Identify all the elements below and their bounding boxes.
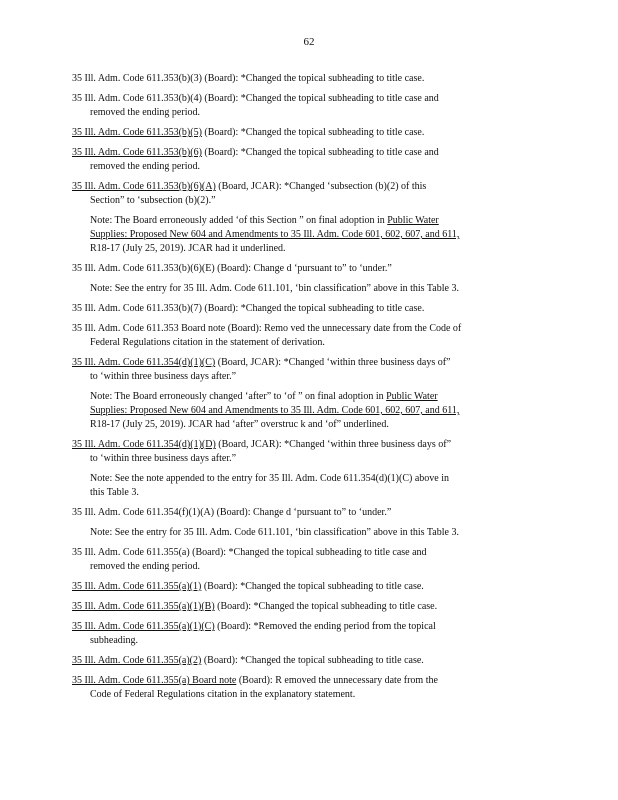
table-note bbox=[90, 214, 548, 256]
line-text: (Board): *Changed the topical subheading to title case. bbox=[214, 601, 438, 612]
entry-line bbox=[90, 282, 548, 296]
table-entry bbox=[72, 438, 548, 466]
line-text: (Board, JCAR): *Changed ‘within three business days of” bbox=[215, 357, 451, 368]
table-entry bbox=[72, 72, 548, 86]
entry-line bbox=[72, 438, 548, 452]
line-text: this Table 3. bbox=[90, 487, 139, 498]
entry-line bbox=[72, 634, 548, 648]
entry-line bbox=[72, 106, 548, 120]
line-text: 35 Ill. Adm. Code 611.353(b)(7) (Board): *Changed the topical subheading to title case. bbox=[72, 303, 425, 314]
line-text: R18-17 (July 25, 2019). JCAR had it underlined. bbox=[90, 243, 286, 254]
entry-line bbox=[72, 560, 548, 574]
entry-line bbox=[72, 194, 548, 208]
line-text: Federal Regulations citation in the statement of derivation. bbox=[90, 337, 325, 348]
table-entry bbox=[72, 654, 548, 668]
table-note bbox=[90, 390, 548, 432]
line-text: (Board): *Changed the topical subheading to title case and bbox=[201, 147, 439, 158]
entry-line bbox=[72, 688, 548, 702]
line-text: Note: The Board erroneously changed ‘after” to ‘of ” on final adoption in bbox=[90, 391, 387, 402]
entry-line bbox=[72, 180, 548, 194]
entry-line bbox=[72, 302, 548, 316]
citation: 35 Ill. Adm. Code 611.355(a)(1)(C) bbox=[72, 621, 215, 632]
entry-line bbox=[72, 546, 548, 560]
entry-line bbox=[72, 126, 548, 140]
table-note bbox=[90, 472, 548, 500]
citation: 35 Ill. Adm. Code 611.355(a)(2) bbox=[72, 655, 202, 666]
line-text: (Board): *Changed the topical subheading to title case. bbox=[201, 655, 424, 666]
line-text: 35 Ill. Adm. Code 611.354(f)(1)(A) (Board): Change d ‘pursuant to” to ‘under.” bbox=[72, 507, 392, 518]
entry-line bbox=[72, 674, 548, 688]
publication-title: Public Water bbox=[386, 391, 438, 402]
table-entry bbox=[72, 180, 548, 208]
entry-line bbox=[72, 92, 548, 106]
table-entry bbox=[72, 92, 548, 120]
line-text: removed the ending period. bbox=[90, 161, 200, 172]
line-text: (Board, JCAR): *Changed ‘subsection (b)(2) of this bbox=[215, 181, 427, 192]
entry-line bbox=[72, 506, 548, 520]
table-entry bbox=[72, 302, 548, 316]
line-text: Section” to ‘subsection (b)(2).” bbox=[90, 195, 216, 206]
line-text: 35 Ill. Adm. Code 611.353 Board note (Board): Remo ved the unnecessary date from the Code of bbox=[72, 323, 462, 334]
entry-line bbox=[90, 418, 548, 432]
entry-line bbox=[72, 72, 548, 86]
entry-line bbox=[72, 580, 548, 594]
line-text: Note: See the note appended to the entry for 35 Ill. Adm. Code 611.354(d)(1)(C) above in bbox=[90, 473, 449, 484]
publication-title-cont: Supplies: Proposed New 604 and Amendments to 35 Ill. Adm. Code 601, 602, 607, and 611, bbox=[90, 405, 460, 416]
entry-line bbox=[90, 390, 548, 404]
entry-line bbox=[72, 356, 548, 370]
page-number: 62 bbox=[303, 36, 315, 48]
line-text: (Board): *Changed the topical subheading to title case. bbox=[201, 581, 424, 592]
line-text: 35 Ill. Adm. Code 611.353(b)(4) (Board): *Changed the topical subheading to title case and bbox=[72, 93, 439, 104]
entry-line bbox=[72, 600, 548, 614]
table-note bbox=[90, 282, 548, 296]
entry-line bbox=[72, 160, 548, 174]
table-entry bbox=[72, 126, 548, 140]
line-text: removed the ending period. bbox=[90, 561, 200, 572]
line-text: Note: See the entry for 35 Ill. Adm. Code 611.101, ‘bin classification” above in this Table 3. bbox=[90, 283, 459, 294]
citation: 35 Ill. Adm. Code 611.355(a)(1)(B) bbox=[72, 601, 215, 612]
entry-line bbox=[90, 486, 548, 500]
table-entry bbox=[72, 580, 548, 594]
line-text: (Board): *Removed the ending period from the topical bbox=[214, 621, 436, 632]
line-text: 35 Ill. Adm. Code 611.353(b)(6)(E) (Board): Change d ‘pursuant to” to ‘under.” bbox=[72, 263, 392, 274]
entry-line bbox=[72, 322, 548, 336]
line-text: 35 Ill. Adm. Code 611.355(a) (Board): *Changed the topical subheading to title case and bbox=[72, 547, 427, 558]
entry-line bbox=[90, 472, 548, 486]
line-text: to ‘within three business days after.” bbox=[90, 453, 237, 464]
line-text: R18-17 (July 25, 2019). JCAR had ‘after” overstruc k and ‘of” underlined. bbox=[90, 419, 389, 430]
entry-line bbox=[72, 452, 548, 466]
table-entry bbox=[72, 322, 548, 350]
entry-line bbox=[72, 336, 548, 350]
publication-title-cont: Supplies: Proposed New 604 and Amendments to 35 Ill. Adm. Code 601, 602, 607, and 611, bbox=[90, 229, 460, 240]
entry-line bbox=[90, 242, 548, 256]
line-text: (Board): *Changed the topical subheading to title case. bbox=[201, 127, 425, 138]
table-entry bbox=[72, 506, 548, 520]
citation: 35 Ill. Adm. Code 611.354(d)(1)(C) bbox=[72, 357, 216, 368]
line-text: Note: The Board erroneously added ‘of this Section ” on final adoption in bbox=[90, 215, 388, 226]
line-text: Note: See the entry for 35 Ill. Adm. Code 611.101, ‘bin classification” above in this Table 3. bbox=[90, 527, 459, 538]
entry-line bbox=[72, 146, 548, 160]
table-entry bbox=[72, 146, 548, 174]
line-text: removed the ending period. bbox=[90, 107, 200, 118]
line-text: to ‘within three business days after.” bbox=[90, 371, 237, 382]
table-entry bbox=[72, 546, 548, 574]
entry-line bbox=[72, 262, 548, 276]
entry-line bbox=[90, 526, 548, 540]
entry-line bbox=[72, 654, 548, 668]
table-entry bbox=[72, 356, 548, 384]
citation: 35 Ill. Adm. Code 611.354(d)(1)(D) bbox=[72, 439, 216, 450]
citation: 35 Ill. Adm. Code 611.353(b)(6)(A) bbox=[72, 181, 216, 192]
table-note bbox=[90, 526, 548, 540]
table-entry bbox=[72, 620, 548, 648]
entry-line bbox=[90, 214, 548, 228]
citation: 35 Ill. Adm. Code 611.355(a) Board note bbox=[72, 675, 237, 686]
citation: 35 Ill. Adm. Code 611.355(a)(1) bbox=[72, 581, 202, 592]
entry-line bbox=[72, 370, 548, 384]
publication-title: Public Water bbox=[387, 215, 439, 226]
entries-list bbox=[72, 72, 548, 708]
citation: 35 Ill. Adm. Code 611.353(b)(5) bbox=[72, 127, 202, 138]
line-text: (Board, JCAR): *Changed ‘within three business days of” bbox=[215, 439, 452, 450]
table-entry bbox=[72, 262, 548, 276]
line-text: subheading. bbox=[90, 635, 139, 646]
table-entry bbox=[72, 674, 548, 702]
citation: 35 Ill. Adm. Code 611.353(b)(6) bbox=[72, 147, 202, 158]
line-text: Code of Federal Regulations citation in the explanatory statement. bbox=[90, 689, 356, 700]
entry-line bbox=[72, 620, 548, 634]
line-text: (Board): R emoved the unnecessary date from the bbox=[236, 675, 438, 686]
line-text: 35 Ill. Adm. Code 611.353(b)(3) (Board): *Changed the topical subheading to title case. bbox=[72, 73, 425, 84]
table-entry bbox=[72, 600, 548, 614]
